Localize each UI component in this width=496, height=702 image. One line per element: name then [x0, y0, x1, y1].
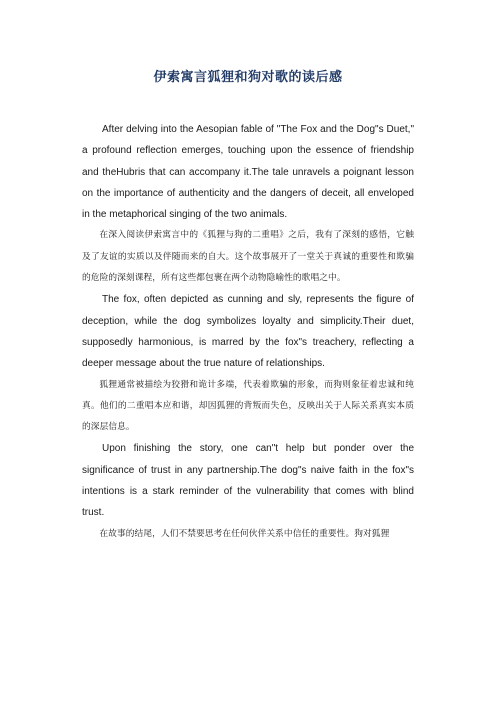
paragraph-2-chinese: 在深入阅读伊索寓言中的《狐狸与狗的二重唱》之后，我有了深刻的感悟，它触及了友谊的实质以及伴随而来的自大。这个故事展开了一堂关于真诚的重要性和欺骗的危险的深刻课程，所有这些都包裹在两个动物隐喻性的歌唱之中。: [82, 230, 414, 284]
paragraph-6-chinese: 在故事的结尾，人们不禁要思考在任何伙伴关系中信任的重要性。狗对狐狸: [99, 528, 390, 539]
paragraph-1-english: After delving into the Aesopian fable of "The Fox and the Dog"s Duet," a profound reflection emerges, touching upon the essence of friendship and theHubris that can accompany it.The tale unravels a poignant lesson on the importance of authenticity and the dangers of deceit, all enveloped in the metaphorical singing of the two animals.: [82, 124, 414, 221]
paragraph-4-chinese: 狐狸通常被描绘为狡猾和诡计多端，代表着欺骗的形象，而狗则象征着忠诚和纯真。他们的二重唱本应和谐，却因狐狸的背叛而失色，反映出关于人际关系真实本质的深层信息。: [82, 379, 414, 433]
paragraph-3-english: The fox, often depicted as cunning and sly, represents the figure of deception, while the dog symbolizes loyalty and simplicity.Their duet, supposedly harmonious, is marred by the fox"s treachery, reflecting a deeper message about the true nature of relationships.: [82, 294, 414, 370]
document-title: 伊索寓言狐狸和狗对歌的读后感: [153, 70, 343, 85]
paragraph-5-english: Upon finishing the story, one can"t help but ponder over the significance of trust in any partnership.The dog"s naive faith in the fox"s intentions is a stark reminder of the vulnerability that comes with blind trust.: [82, 443, 414, 519]
